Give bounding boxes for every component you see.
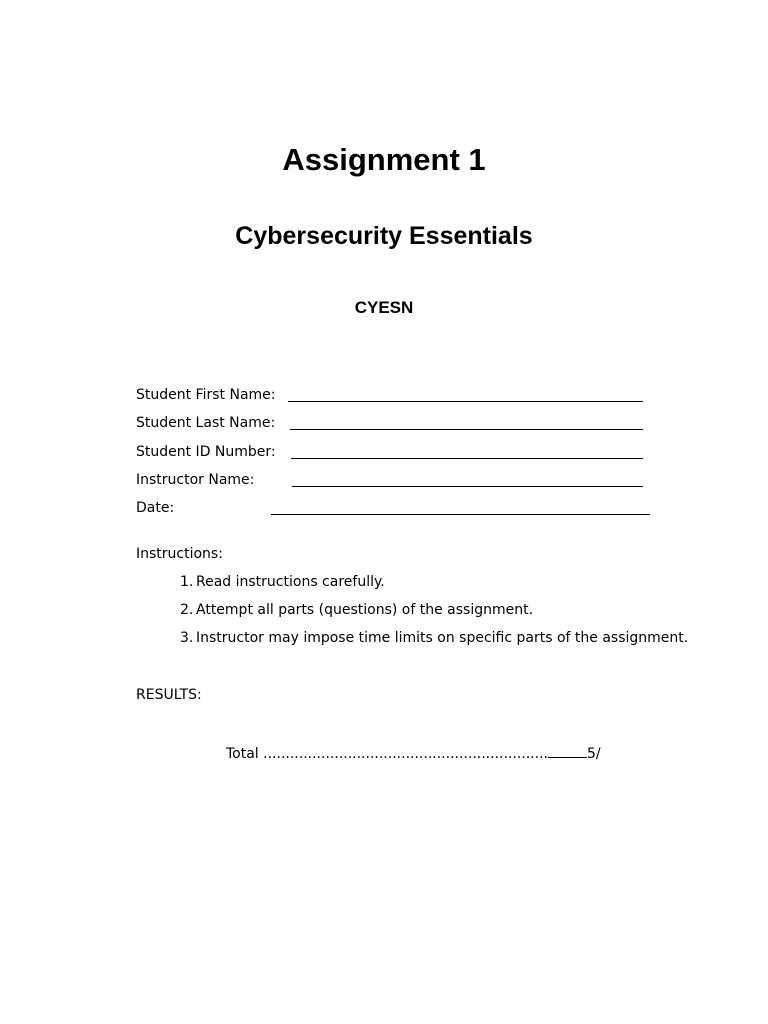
- total-dots: ................................................................: [263, 746, 548, 762]
- list-item-text: Attempt all parts (questions) of the assignment.: [196, 602, 534, 618]
- assignment-title: Assignment 1: [282, 142, 486, 177]
- total-score-field[interactable]: [548, 744, 587, 758]
- date-field[interactable]: [271, 514, 650, 515]
- total-suffix: 5/: [586, 746, 601, 762]
- instructions-heading: Instructions:: [136, 546, 223, 562]
- last-name-field[interactable]: [290, 429, 643, 430]
- student-id-field[interactable]: [291, 458, 643, 459]
- list-item-number: 2.: [180, 602, 194, 618]
- list-item: [180, 574, 385, 591]
- last-name-label: Student Last Name:: [136, 415, 276, 431]
- total-score-line: [226, 744, 601, 763]
- first-name-field[interactable]: [288, 401, 643, 402]
- instructor-name-label: Instructor Name:: [136, 472, 255, 488]
- list-item-text: Read instructions carefully.: [196, 574, 385, 590]
- student-id-label: Student ID Number:: [136, 444, 276, 460]
- list-item-number: 3.: [180, 630, 194, 646]
- list-item-number: 1.: [180, 574, 194, 590]
- total-label: Total: [226, 746, 264, 762]
- list-item: [180, 630, 688, 647]
- list-item-text: Instructor may impose time limits on specific parts of the assignment.: [196, 630, 689, 646]
- results-heading: RESULTS:: [136, 687, 202, 703]
- course-code: CYESN: [354, 298, 414, 317]
- course-name: Cybersecurity Essentials: [235, 222, 533, 250]
- instructor-name-field[interactable]: [292, 486, 643, 487]
- first-name-label: Student First Name:: [136, 387, 276, 403]
- list-item: [180, 602, 533, 619]
- date-label: Date:: [136, 500, 175, 516]
